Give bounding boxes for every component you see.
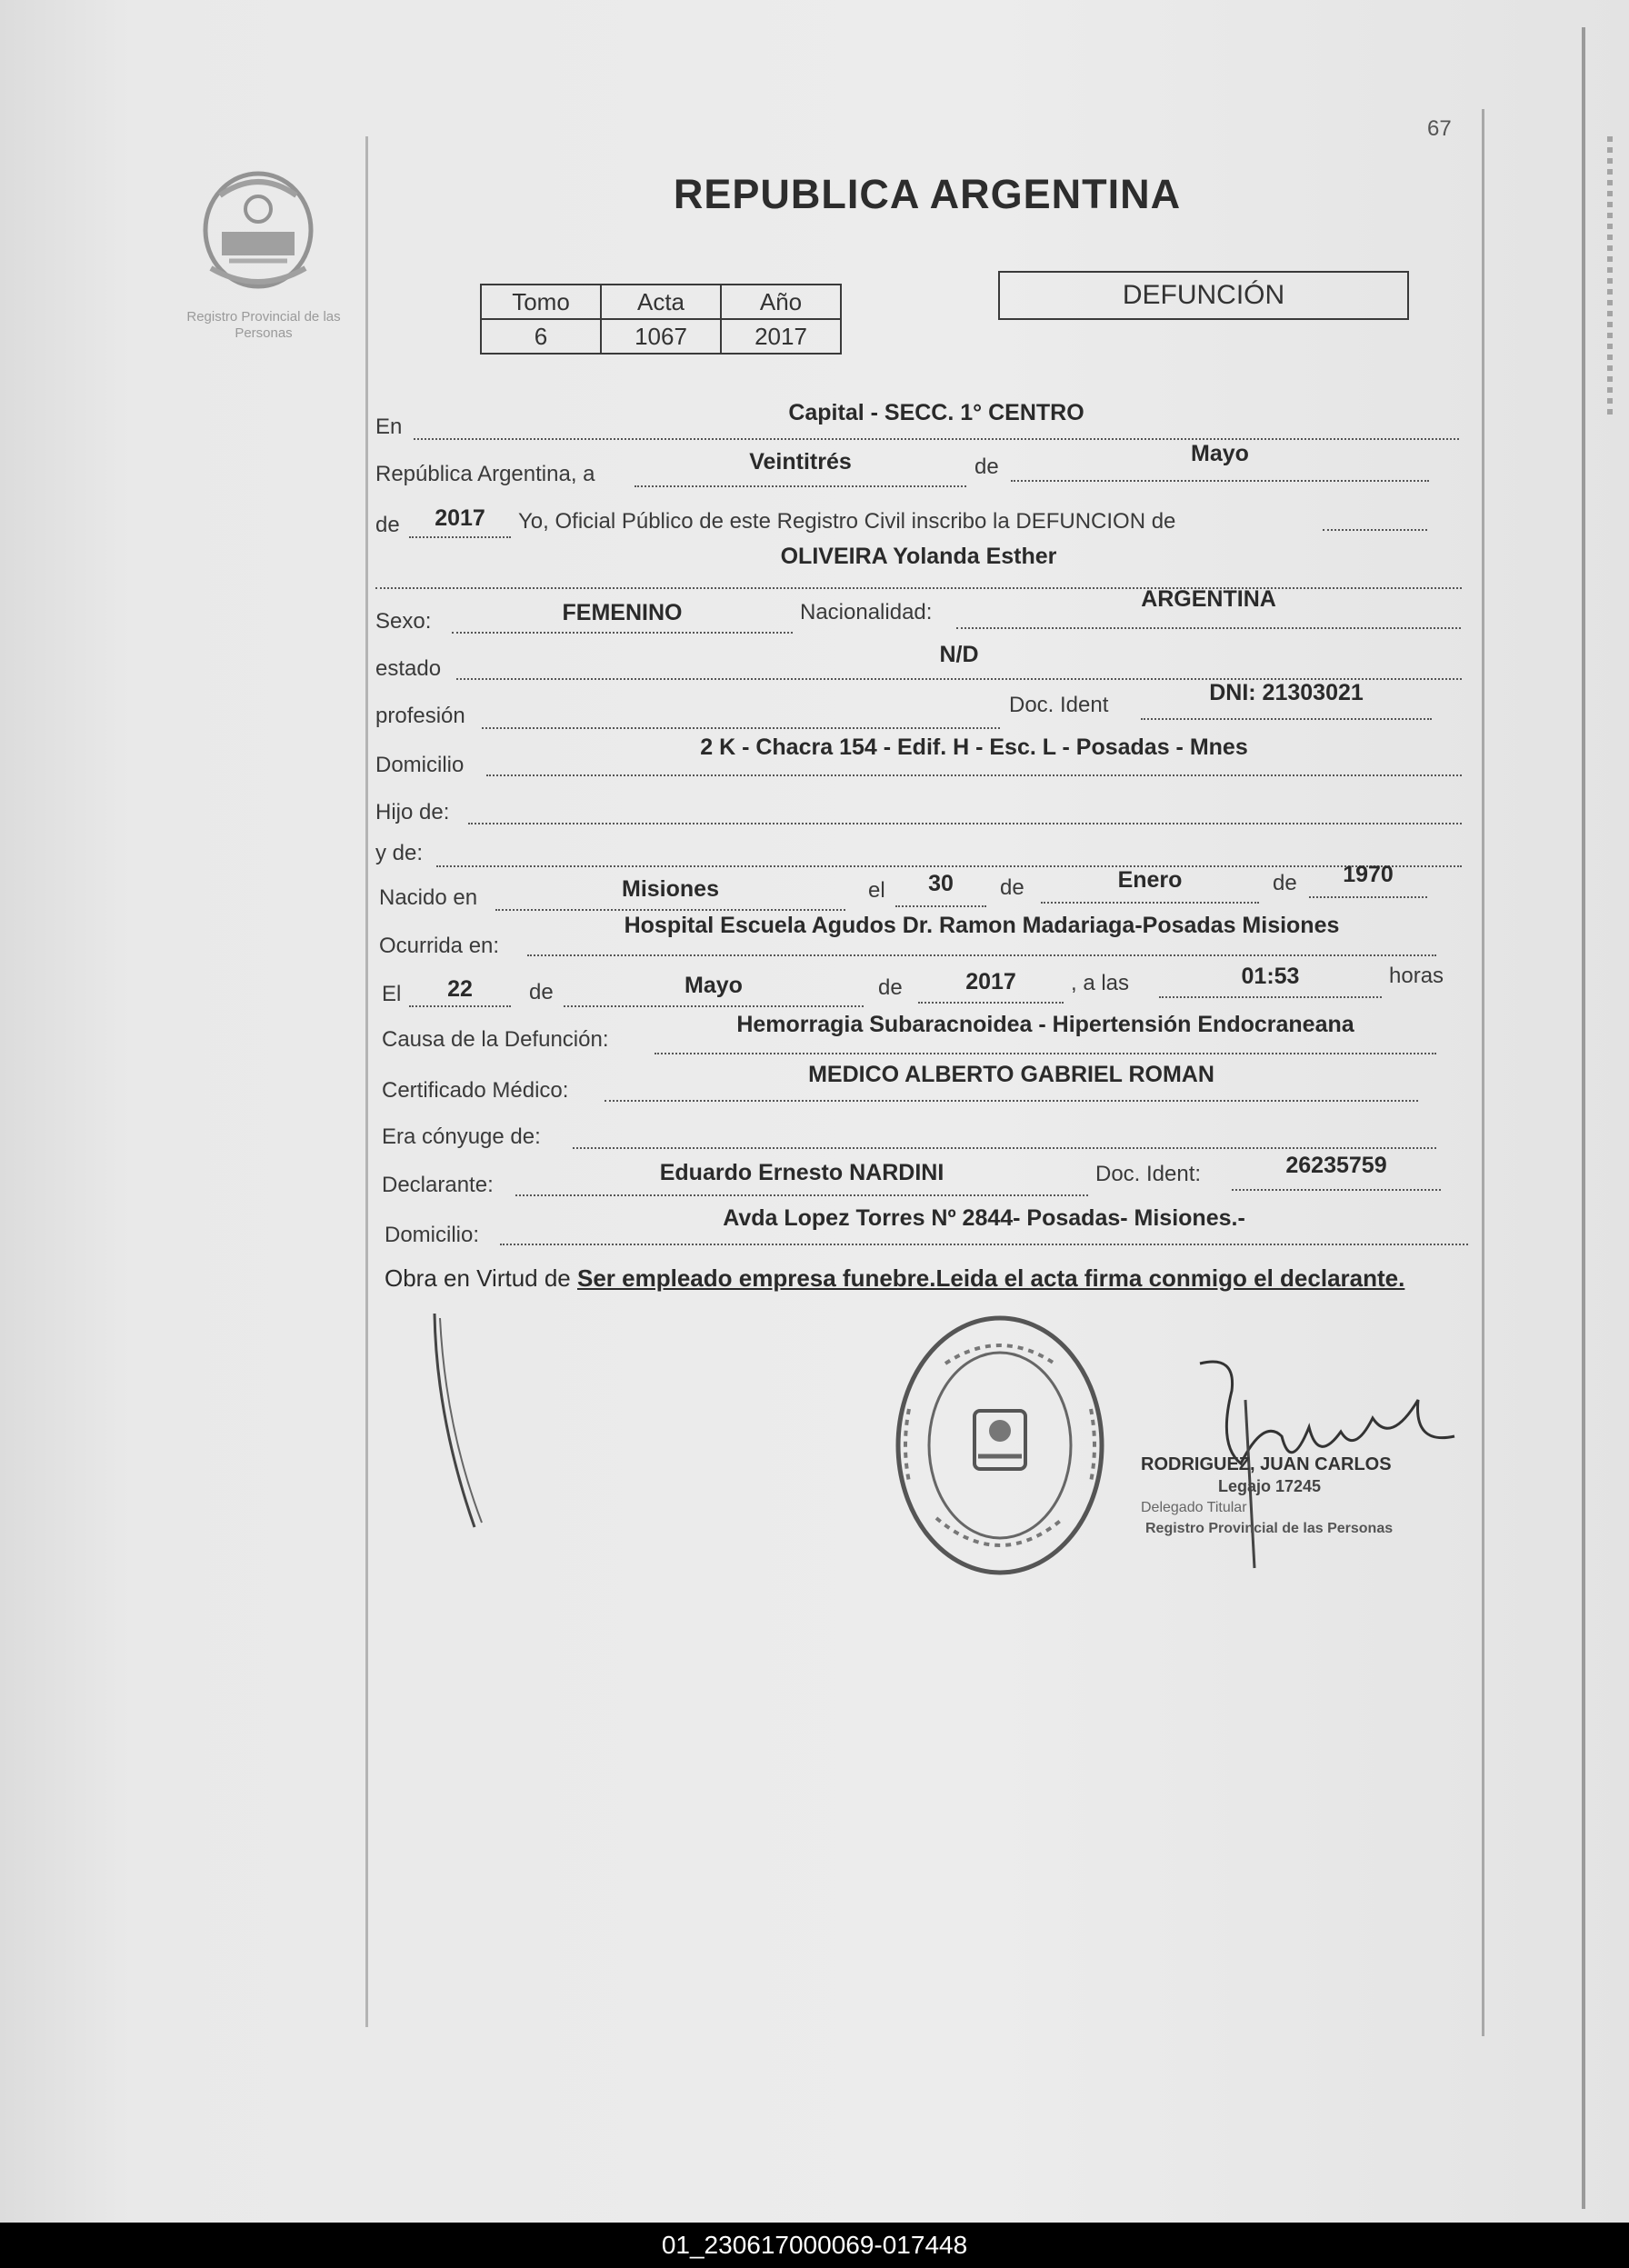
registry-table xyxy=(480,284,842,355)
value-tomo: 6 xyxy=(481,319,601,354)
value-lugar: Capital - SECC. 1° CENTRO xyxy=(788,400,1084,425)
label-hijo: Hijo de: xyxy=(375,800,450,824)
label-nacionalidad: Nacionalidad: xyxy=(800,600,933,624)
label-doc-ident2: Doc. Ident: xyxy=(1095,1162,1202,1186)
header-anio: Año xyxy=(721,285,841,319)
value-acta: 1067 xyxy=(601,319,721,354)
provincial-crest-icon xyxy=(193,159,325,295)
value-estado: N/D xyxy=(939,642,979,667)
label-ocurrida: Ocurrida en: xyxy=(379,934,500,958)
value-nac-dia: 30 xyxy=(928,871,954,896)
value-nac-anio: 1970 xyxy=(1343,862,1394,887)
value-declarante: Eduardo Ernesto NARDINI xyxy=(659,1160,944,1185)
value-dia: Veintitrés xyxy=(749,449,852,475)
value-nacido: Misiones xyxy=(622,876,719,902)
label-el: el xyxy=(868,878,885,903)
document-title: REPUBLICA ARGENTINA xyxy=(673,171,1182,217)
label-yde: y de: xyxy=(375,841,424,865)
act-type-box: DEFUNCIÓN xyxy=(998,271,1409,320)
obra-en-virtud xyxy=(385,1262,1471,1294)
value-def-anio: 2017 xyxy=(965,969,1016,994)
value-causa: Hemorragia Subaracnoidea - Hipertensión Endocraneana xyxy=(736,1012,1354,1037)
value-nac-mes: Enero xyxy=(1117,867,1183,893)
label-causa: Causa de la Defunción: xyxy=(382,1027,609,1052)
signer-name: RODRIGUEZ, JUAN CARLOS xyxy=(1141,1454,1392,1474)
pen-mark-icon xyxy=(409,1309,518,1536)
value-ocurrida: Hospital Escuela Agudos Dr. Ramon Madariaga-Posadas Misiones xyxy=(624,913,1340,938)
label-estado: estado xyxy=(375,656,442,681)
value-def-mes: Mayo xyxy=(685,973,743,998)
value-declarante-doc: 26235759 xyxy=(1285,1153,1387,1178)
left-margin-line xyxy=(365,136,368,2027)
label-conyuge: Era cónyuge de: xyxy=(382,1124,541,1149)
label-horas: horas xyxy=(1389,964,1444,988)
field-hijo xyxy=(468,795,1462,824)
label-de6: de xyxy=(878,975,903,1000)
label-de4: de xyxy=(1273,871,1297,895)
header-tomo: Tomo xyxy=(481,285,601,319)
field-yde xyxy=(436,838,1462,867)
page-edge xyxy=(1582,27,1585,2209)
right-margin-line xyxy=(1482,109,1484,2036)
value-nombre: OLIVEIRA Yolanda Esther xyxy=(780,544,1057,569)
header-acta: Acta xyxy=(601,285,721,319)
value-nacionalidad: ARGENTINA xyxy=(1141,586,1276,612)
crest-caption: Registro Provincial de las Personas xyxy=(186,309,341,341)
label-de2: de xyxy=(375,513,400,537)
label-de3: de xyxy=(1000,875,1024,900)
label-certificado: Certificado Médico: xyxy=(382,1078,569,1103)
label-el2: El xyxy=(382,982,402,1006)
label-republica: República Argentina, a xyxy=(375,462,595,486)
value-mes: Mayo xyxy=(1191,441,1249,466)
signer-role: Delegado Titular xyxy=(1141,1500,1247,1515)
label-obra: Obra en Virtud de xyxy=(385,1264,571,1292)
label-de1: de xyxy=(974,455,999,479)
value-sexo: FEMENINO xyxy=(562,600,683,625)
label-doc-ident: Doc. Ident xyxy=(1009,693,1109,717)
signer-office: Registro Provincial de las Personas xyxy=(1145,1521,1394,1536)
label-profesion: profesión xyxy=(375,704,465,728)
label-sexo: Sexo: xyxy=(375,609,432,634)
label-declarante: Declarante: xyxy=(382,1173,494,1197)
field-profesion xyxy=(482,700,1000,729)
value-domicilio: 2 K - Chacra 154 - Edif. H - Esc. L - Posadas - Mnes xyxy=(700,734,1248,760)
label-domicilio: Domicilio xyxy=(375,753,465,777)
footer-id: 01_230617000069-017448 xyxy=(661,2231,968,2259)
page-edge-marks xyxy=(1607,136,1613,418)
page-number: 67 xyxy=(1427,116,1452,141)
value-anio: 2017 xyxy=(435,505,485,531)
label-alas: , a las xyxy=(1071,971,1130,995)
value-anio: 2017 xyxy=(721,319,841,354)
field-conyuge xyxy=(573,1120,1436,1149)
signer-legajo: Legajo 17245 xyxy=(1218,1477,1322,1495)
value-def-dia: 22 xyxy=(447,976,473,1002)
registry-seal-icon xyxy=(891,1309,1109,1582)
label-de5: de xyxy=(529,980,554,1004)
field-yo-tail xyxy=(1323,502,1427,531)
value-def-hora: 01:53 xyxy=(1241,964,1300,989)
label-nacido: Nacido en xyxy=(379,885,478,910)
label-domicilio2: Domicilio: xyxy=(385,1223,480,1247)
value-domicilio2: Avda Lopez Torres Nº 2844- Posadas- Misiones.- xyxy=(723,1205,1245,1231)
label-yo: Yo, Oficial Público de este Registro Civil inscribo la DEFUNCION de xyxy=(518,509,1176,534)
value-dni: DNI: 21303021 xyxy=(1209,680,1364,705)
label-en: En xyxy=(375,415,403,439)
value-obra: Ser empleado empresa funebre.Leida el acta firma conmigo el declarante. xyxy=(577,1264,1405,1292)
value-certificado: MEDICO ALBERTO GABRIEL ROMAN xyxy=(808,1062,1214,1087)
